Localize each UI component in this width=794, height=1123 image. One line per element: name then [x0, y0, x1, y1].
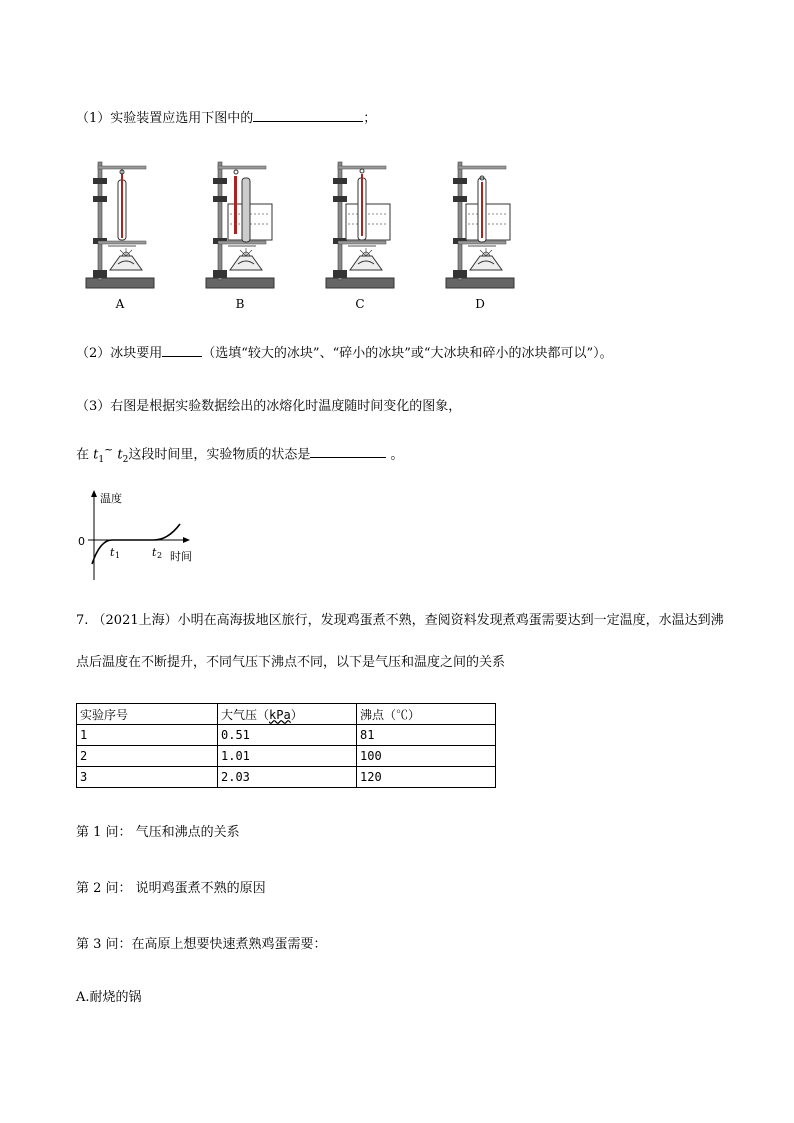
question-1-line [76, 109, 376, 128]
option-a[interactable]: A.耐烧的锅 [76, 990, 142, 1005]
graph-t1: t [110, 546, 115, 559]
answer-blank-3[interactable] [310, 445, 386, 458]
q3-t1: t [93, 447, 99, 463]
y-axis-arrow [91, 490, 97, 497]
graph-ylabel: 温度 [100, 492, 122, 505]
header-pressure-unit: kPa [269, 707, 291, 722]
header-cell: 实验序号 [77, 704, 218, 725]
graph-t2-sub: 2 [157, 551, 163, 560]
graph-t1-sub: 1 [115, 551, 121, 560]
header-pressure-pre: 大气压（ [221, 707, 270, 722]
table-cell: 2 [77, 746, 218, 767]
q3-tilde: ~ [104, 443, 114, 456]
question-1-text: （1）实验装置应选用下图中的 [76, 111, 254, 126]
q3-t1-sub: 1 [98, 454, 105, 465]
apparatus-figure [76, 152, 536, 322]
question-3-line-2 [76, 441, 403, 469]
table-cell: 100 [357, 746, 496, 767]
graph-origin: 0 [78, 535, 85, 548]
graph-t2: t [152, 546, 157, 559]
q3-prefix: 在 [76, 447, 90, 463]
header-cell: 沸点（℃） [357, 704, 496, 725]
header-pressure-post: ） [290, 707, 303, 722]
label-c: C [355, 297, 365, 311]
question-1-end: ； [363, 111, 377, 126]
apparatus-d [446, 162, 514, 288]
answer-blank-2[interactable] [162, 344, 202, 357]
question-7-line-2: 点后温度在不断提升，不同气压下沸点不同，以下是气压和温度之间的关系 [76, 655, 506, 670]
question-7-line-1: 7. （2021上海）小明在高海拔地区旅行，发现鸡蛋煮不熟，查阅资料发现煮鸡蛋需要达到一定温度，水温达到沸 [76, 613, 724, 628]
table-header-row [77, 704, 496, 725]
graph-xlabel: 时间 [170, 550, 192, 563]
sub-question-3: 第 3 问：在高原上想要快速煮熟鸡蛋需要： [76, 937, 327, 952]
sub-question-2: 第 2 问： 说明鸡蛋煮不熟的原因 [76, 881, 266, 896]
melting-graph [74, 488, 214, 584]
q3-t2-sub: 2 [122, 454, 129, 465]
temperature-curve [92, 524, 180, 564]
table-row [77, 746, 496, 767]
table-cell: 120 [357, 767, 496, 788]
apparatus-c [326, 162, 394, 288]
question-2-pre: （2）冰块要用 [76, 346, 163, 361]
table-cell: 2.03 [218, 767, 357, 788]
table-row [77, 725, 496, 746]
question-2-line [76, 344, 613, 363]
table-row [77, 767, 496, 788]
table-cell: 0.51 [218, 725, 357, 746]
label-d: D [475, 297, 485, 311]
sub-question-1: 第 1 问： 气压和沸点的关系 [76, 825, 240, 840]
table-cell: 3 [77, 767, 218, 788]
question-2-post: （选填“较大的冰块”、“碎小的冰块”或“大冰块和碎小的冰块都可以”）。 [202, 346, 613, 361]
q3-t2: t [117, 447, 123, 463]
label-b: B [235, 297, 245, 311]
table-cell: 1.01 [218, 746, 357, 767]
x-axis-arrow [183, 537, 190, 543]
table-cell: 1 [77, 725, 218, 746]
apparatus-a [86, 162, 154, 288]
q3-line2-text: 这段时间里，实验物质的状态是 [128, 447, 311, 463]
pressure-boiling-table [76, 703, 496, 788]
header-cell [218, 704, 357, 725]
answer-blank-1[interactable] [253, 109, 363, 122]
table-cell: 81 [357, 725, 496, 746]
apparatus-b [206, 162, 274, 288]
q3-line2-end: 。 [390, 447, 404, 463]
label-a: A [115, 297, 125, 311]
question-3-line-1: （3）右图是根据实验数据绘出的冰熔化时温度随时间变化的图象， [76, 399, 462, 414]
